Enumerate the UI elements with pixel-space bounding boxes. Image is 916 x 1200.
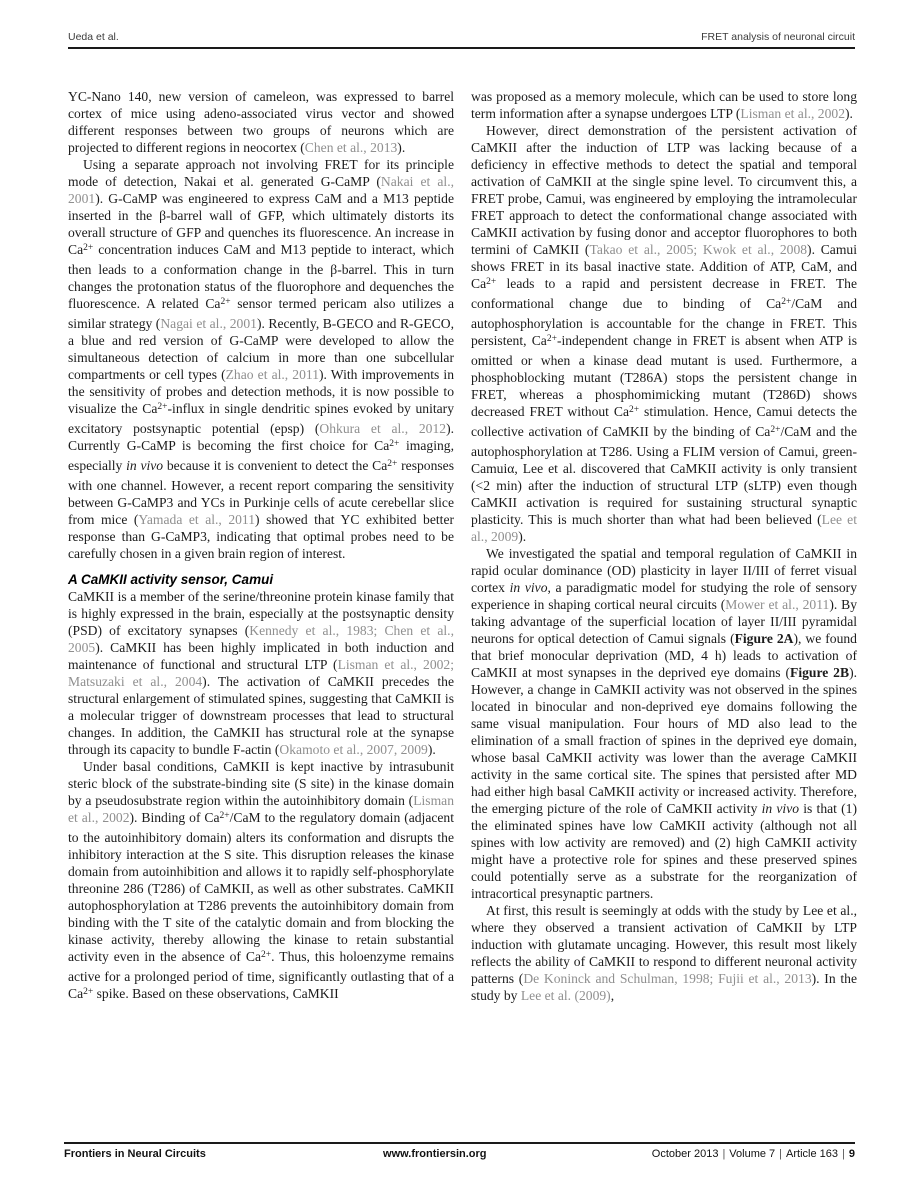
text-run: 2+	[387, 458, 398, 469]
footer-journal: Frontiers in Neural Circuits	[64, 1148, 206, 1160]
text-run: ).	[397, 140, 406, 155]
header-running-title: FRET analysis of neuronal circuit	[701, 31, 855, 43]
text-run: Under basal conditions, CaMKII is kept inactive by intrasubunit steric block of the substrate-binding site (S site) in the kinase domain by a pseudosubstrate region within the autoinhibitory domain (	[68, 759, 454, 808]
citation-link[interactable]: Lee et al. (2009)	[520, 988, 611, 1003]
text-run: 2+	[83, 986, 94, 997]
footer-issue-volume: Volume 7	[729, 1148, 776, 1160]
text-run: 2+	[486, 276, 497, 287]
text-run: 2+	[546, 333, 557, 344]
text-run: ). Binding of Ca	[129, 810, 220, 825]
text-run: Figure 2A	[734, 631, 794, 646]
text-run: leads to a rapid and persistent decrease in FRET. The conformational change due to binding of Ca	[471, 276, 857, 311]
citation-link[interactable]: De Koninck and Schulman, 1998; Fujii et al., 2013	[523, 971, 812, 986]
citation-link[interactable]: Chen et al., 2013	[304, 140, 398, 155]
text-run: 2+	[261, 949, 272, 960]
paragraph	[471, 545, 857, 902]
text-run: ).	[845, 106, 853, 121]
text-run: spike. Based on these observations, CaMKII	[93, 986, 339, 1001]
footer-issue-date: October 2013	[651, 1148, 719, 1160]
right-column	[471, 88, 857, 1005]
text-run: Figure 2B	[790, 665, 850, 680]
text-run: sensor termed pericam also utilizes a similar strategy (	[68, 296, 454, 331]
text-run: -influx in single dendritic spines evoked by unitary excitatory postsynaptic potential (epsp) (	[68, 401, 454, 436]
paragraph	[68, 88, 454, 156]
footer-rule	[64, 1142, 855, 1144]
text-run: , a paradigmatic model for studying the role of sensory experience in shaping cortical neural circuits (	[471, 580, 857, 612]
text-run: 2+	[220, 296, 231, 307]
text-run: ). The activation of CaMKII precedes the structural enlargement of stimulated spines, suggesting that CaMKII is a molecular trigger of downstream processes that lead to structural changes. In addition, the CaMKII has structural role at the synapse through its capacity to bundle F-actin (	[68, 674, 454, 757]
text-run: concentration induces CaM and M13 peptide to interact, which then leads to a conformation change in the β-barrel. This in turn changes the protonation status of the fluorophore and dequenches the fluorescence. A related Ca	[68, 242, 454, 311]
text-run: ). In the study by	[471, 971, 857, 1003]
text-run: 2+	[157, 401, 168, 412]
citation-link[interactable]: Ohkura et al., 2012	[319, 421, 447, 436]
citation-link[interactable]: Lisman et al., 2002	[68, 793, 454, 825]
text-run: 2+	[219, 810, 230, 821]
text-run: 2+	[781, 296, 792, 307]
footer-issue	[558, 1148, 855, 1160]
text-run: ,	[610, 988, 615, 1003]
citation-link[interactable]: Takao et al., 2005; Kwok et al., 2008	[589, 242, 808, 257]
left-column	[68, 88, 454, 1005]
text-run: ).	[427, 742, 436, 757]
citation-link[interactable]: Zhao et al., 2011	[225, 367, 319, 382]
page-header	[68, 31, 855, 43]
text-run: /CaM and autophosphorylation is accountable for the change in FRET. This persistent, Ca	[471, 296, 857, 348]
text-run: CaMKII is a member of the serine/threonine protein kinase family that is highly expressed in the brain, especially at the postsynaptic density (PSD) of excitatory synapses (	[68, 589, 454, 638]
text-run: ). Recently, B-GECO and R-GECO, a blue and red version of G-CaMP were developed to allow the simultaneous detection of calcium in more than one subcellular compartments or cell types (	[68, 316, 454, 382]
text-run: ). CaMKII has been highly implicated in both induction and maintenance of functional and structural LTP (	[68, 640, 454, 672]
text-run: /CaM and the autophosphorylation at T286. Using a FLIM version of Camui, green-Camuiα, Lee et al. discovered that CaMKII activity is only transient (<2 min) after the induction of structural LTP (sLTP) even though CaMKII activation is required for sustaining structural synaptic plasticity. This is much shorter than what had been believed (	[471, 424, 858, 527]
text-run: /CaM to the regulatory domain (adjacent to the autoinhibitory domain) alters its conformation and disrupts the inhibitory interaction at the S site. This disruption releases the kinase domain from autoinhibition and allows it to rapidly self-phosphorylate threonine 286 (T286) of CaMKII, as well as other substrates. CaMKII autophosphorylation at T286 prevents the autoinhibitory domain from binding with the T site of the catalytic domain and from blocking the kinase activity, thereby allowing the kinase to retain substantial activity even in the absence of Ca	[68, 810, 454, 964]
text-run: Using a separate approach not involving FRET for its principle mode of detection, Nakai et al. generated G-CaMP (	[68, 157, 454, 189]
text-run: imaging, especially	[68, 438, 454, 473]
text-run: ), we found that brief monocular deprivation (MD, 4 h) leads to activation of CaMKII at most synapses in the deprived eye domains (	[471, 631, 857, 680]
footer-separator: |	[842, 1148, 845, 1160]
citation-link[interactable]: Yamada et al., 2011	[138, 512, 256, 527]
text-run: in vivo	[126, 458, 164, 473]
paragraph	[68, 758, 454, 1005]
article-body	[68, 88, 857, 1005]
text-run: 2+	[83, 242, 94, 253]
header-rule	[68, 47, 855, 49]
text-run: -independent change in FRET is absent when ATP is omitted or when a kinase dead mutant is used. Furthermore, a phosphoblocking mutant (T286A) stops the persistent change in FRET, whereas a phosphomimicking mutant (T286D) shows decreased FRET without Ca	[471, 333, 857, 419]
text-run: stimulation. Hence, Camui detects the collective activation of CaMKII by the binding of Ca	[471, 404, 857, 439]
text-run: ). Camui shows FRET in its basal inactive state. Addition of ATP, CaM, and Ca	[471, 242, 857, 291]
citation-link[interactable]: Kennedy et al., 1983; Chen et al., 2005	[68, 623, 454, 655]
text-run: At first, this result is seemingly at odds with the study by Lee et al., where they observed a transient activation of CaMKII by LTP induction with glutamate uncaging. However, this result most likely reflects the ability of CaMKII to respond to different neuronal activity patterns (	[471, 903, 857, 986]
text-run: responses with one channel. However, a recent report comparing the sensitivity between G-CaMP3 and YCs in Purkinje cells of acute cerebellar slice from mice (	[68, 458, 454, 527]
text-run: We investigated the spatial and temporal regulation of CaMKII in rapid ocular dominance (OD) plasticity in layer II/III of ferret visual cortex	[471, 546, 857, 595]
page-footer	[64, 1148, 855, 1160]
paragraph	[471, 88, 857, 122]
text-run: in vivo	[509, 580, 548, 595]
paragraph	[68, 156, 454, 562]
citation-link[interactable]: Lisman et al., 2002; Matsuzaki et al., 2004	[68, 657, 454, 689]
text-run: ). However, a change in CaMKII activity was not observed in the spines located in binocular and non-deprived eye domains following the same visual manipulation. Four hours of MD also lead to the elimination of a small fraction of spines in the deprived eye domain, whose basal CaMKII activity was lower than the average CaMKII activity in the same cortical site. The spines that persisted after MD had either high basal CaMKII activity or increased activity. Therefore, the emerging picture of the role of CaMKII activity	[471, 665, 857, 816]
citation-link[interactable]: Lisman et al., 2002	[740, 106, 845, 121]
section-heading: A CaMKII activity sensor, Camui	[68, 572, 274, 587]
text-run: was proposed as a memory molecule, which can be used to store long term information after a synapse undergoes LTP (	[471, 89, 857, 121]
text-run: ). By taking advantage of the superficial location of layer II/III pyramidal neurons for optical detection of Camui signals (	[471, 597, 858, 646]
paragraph	[68, 588, 454, 758]
text-run: ) showed that YC exhibited better response than G-CaMP3, indicating that optimal probes need to be carefully chosen in a given brain region of interest.	[68, 512, 454, 561]
text-run: because it is convenient to detect the Ca	[163, 458, 388, 473]
text-run: ).	[518, 529, 527, 544]
page-number: 9	[848, 1148, 855, 1160]
paragraph	[471, 902, 857, 1004]
text-run: 2+	[770, 424, 781, 435]
footer-issue-article: Article 163	[786, 1148, 839, 1160]
text-run: ). With improvements in the sensitivity of probes and detection methods, it is now possible to visualize the Ca	[68, 367, 454, 416]
footer-separator: |	[722, 1148, 726, 1160]
text-run: ). G-CaMP was engineered to express CaM and a M13 peptide inserted in the β-barrel wall of GFP, which ultimately distorts its overall structure of GFP and quenches its fluorescence. An increase in Ca	[68, 191, 454, 257]
paragraph	[471, 122, 857, 545]
citation-link[interactable]: Lee et al., 2009	[471, 512, 857, 544]
header-running-author: Ueda et al.	[68, 31, 119, 43]
text-run: However, direct demonstration of the persistent activation of CaMKII after the induction of LTP was lacking because of a deficiency in effective methods to detect the spatial and temporal activation of CaMKII at the single spine level. To circumvent this, a FRET probe, Camui, was engineered by employing the intramolecular FRET approach to detect the conformational change associated with CaMKII activation by fusing donor and acceptor fluorophores to both termini of CaMKII (	[471, 123, 857, 257]
citation-link[interactable]: Mower et al., 2011	[725, 597, 830, 612]
text-run: 2+	[389, 438, 400, 449]
text-run: in vivo	[761, 801, 800, 816]
text-run: is that (1) the eliminated spines have low CaMKII activity (although not all spines with low activity are removed) and (2) high CaMKII activity might have a protective role for spines and these preserved spines could potentially serve as a substrate for the reorganization of intracortical presynaptic partners.	[471, 801, 857, 901]
footer-website[interactable]: www.frontiersin.org	[383, 1148, 487, 1160]
citation-link[interactable]: Nagai et al., 2001	[160, 316, 257, 331]
citation-link[interactable]: Nakai et al., 2001	[68, 174, 454, 206]
text-run: 2+	[628, 404, 640, 415]
text-run: . Thus, this holoenzyme remains active for a prolonged period of time, significantly outlasting that of a Ca	[68, 949, 454, 1001]
text-run: ). Currently G-CaMP is becoming the first choice for Ca	[68, 421, 454, 453]
footer-separator: |	[779, 1148, 783, 1160]
citation-link[interactable]: Okamoto et al., 2007, 2009	[279, 742, 428, 757]
text-run: YC-Nano 140, new version of cameleon, was expressed to barrel cortex of mice using adeno-associated virus vector and showed different responses between two groups of neurons which are projected to different regions in neocortex (	[68, 89, 454, 155]
